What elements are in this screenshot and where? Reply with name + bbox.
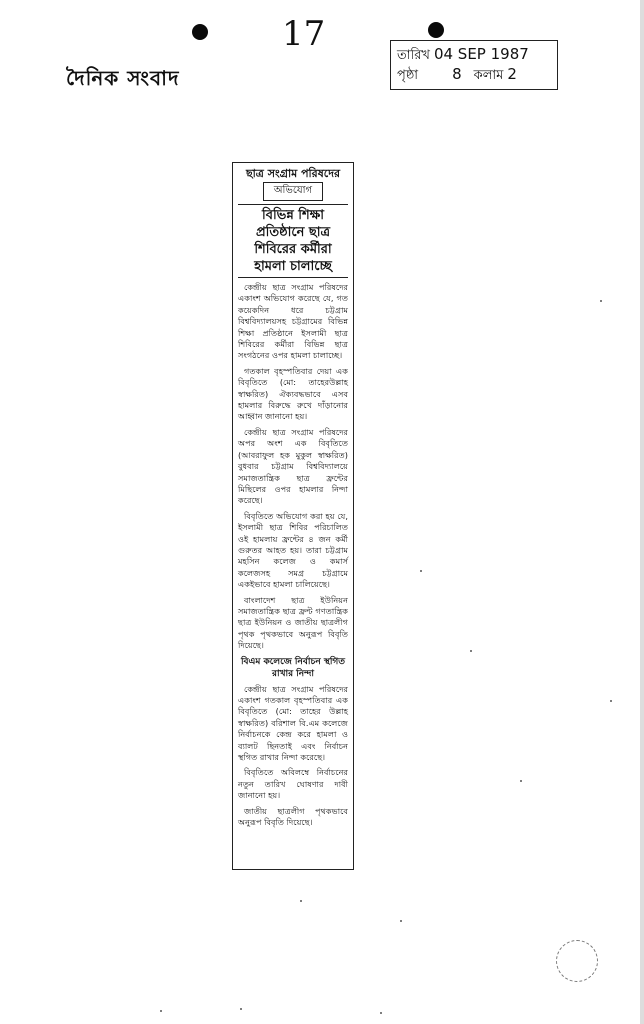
- article-paragraph: বিবৃতিতে অবিলম্বে নির্বাচনের নতুন তারিখ ঘোষণার দাবী জানানো হয়।: [238, 767, 348, 801]
- scan-speckle: [400, 920, 402, 922]
- article-paragraph: কেন্দ্রীয় ছাত্র সংগ্রাম পরিষদের অপর অংশ এক বিবৃতিতে (আবরাফুল হক মুকুল স্বাক্ষরিত) বুধবার চট্টগ্রাম বিশ্ববিদ্যালয়ে সমাজতান্ত্রিক ছাত্র ফ্রন্টের মিছিলের ওপর হামলার নিন্দা করেছে।: [238, 426, 348, 506]
- clipping-tag: অভিযোগ: [263, 182, 323, 201]
- handwritten-mark: [556, 940, 598, 982]
- page-edge: [640, 0, 644, 1024]
- stamp-page-label: পৃষ্ঠা: [397, 68, 419, 83]
- article-paragraph: বিবৃতিতে অভিযোগ করা হয় যে, ইসলামী ছাত্র শিবির পরিচালিত ওই হামলায় ফ্রন্টের ৪ জন কর্মী গুরুতর আহত হয়। তারা চট্টগ্রাম মহসিন কলেজ ও কমার্স কলেজসহ সমগ্র চট্টগ্রামে একইভাবে হামলা চালিয়েছে।: [238, 510, 348, 590]
- scan-speckle: [470, 650, 472, 652]
- clipping-kicker: ছাত্র সংগ্রাম পরিষদের: [245, 167, 341, 180]
- article-paragraph: কেন্দ্রীয় ছাত্র সংগ্রাম পরিষদের একাংশ অভিযোগ করেছে যে, গত কয়েকদিন ধরে চট্টগ্রাম বিশ্ববিদ্যালয়সহ চট্টগ্রামের বিভিন্ন শিক্ষা প্রতিষ্ঠানে ইসলামী ছাত্র শিবিরের কর্মীরা বিভিন্ন ছাত্র সংগঠনের ওপর হামলা চালাচ্ছে।: [238, 282, 348, 361]
- article-paragraph: জাতীয় ছাত্রলীগ পৃথকভাবে অনুরূপ বিবৃতি দিয়েছে।: [238, 805, 348, 828]
- scan-speckle: [300, 900, 302, 902]
- article-paragraph: কেন্দ্রীয় ছাত্র সংগ্রাম পরিষদের একাংশ গতকাল বৃহস্পতিবার এক বিবৃতিতে (মো: তাহের উল্লাহ স্বাক্ষরিত) বরিশাল বি.এম কলেজে নির্বাচনকে কেন্দ্র করে হামলা ও ব্যালট ছিনতাই এবং নির্বাচন স্থগিত রাখার নিন্দা করেছে।: [238, 683, 348, 763]
- stamp-column-value: 2: [507, 65, 517, 83]
- stamp-date-value: 04 SEP 1987: [433, 45, 529, 63]
- article-paragraph: গতকাল বৃহস্পতিবার দেয়া এক বিবৃতিতে (মো: তাহেরউল্লাহ স্বাক্ষরিত) ঐক্যবদ্ধভাবে এসব হামলার বিরুদ্ধে রুখে দাঁড়ানোর আহ্বান জানানো হয়।: [238, 365, 348, 422]
- clipping-subhead: বিএম কলেজে নির্বাচন স্থগিত রাখার নিন্দা: [240, 656, 346, 679]
- stamp-page-value: 8: [452, 65, 462, 83]
- scan-speckle: [240, 1008, 242, 1010]
- article-paragraph: বাংলাদেশ ছাত্র ইউনিয়ন সমাজতান্ত্রিক ছাত্র ফ্রন্ট গণতান্ত্রিক ছাত্র ইউনিয়ন ও জাতীয় ছাত্রলীগ পৃথক পৃথকভাবে অনুরূপ বিবৃতি দিয়েছে।: [238, 594, 348, 651]
- scan-speckle: [380, 1012, 382, 1014]
- stamp-date-label: তারিখ: [397, 48, 430, 63]
- scan-speckle: [610, 700, 612, 702]
- clipping-headline: বিভিন্ন শিক্ষা প্রতিষ্ঠানে ছাত্র শিবিরের কর্মীরা হামলা চালাচ্ছে: [238, 204, 348, 278]
- stamp-page-row: [397, 65, 551, 85]
- punch-hole-right: [428, 22, 444, 38]
- newspaper-clipping: [232, 162, 354, 870]
- page-number: 17: [282, 14, 326, 54]
- punch-hole-left: [192, 24, 208, 40]
- scan-speckle: [520, 780, 522, 782]
- scan-speckle: [420, 570, 422, 572]
- scan-speckle: [600, 300, 602, 302]
- scan-speckle: [160, 1010, 162, 1012]
- date-stamp: [390, 40, 558, 90]
- newspaper-source-title: দৈনিক সংবাদ: [66, 66, 180, 90]
- stamp-date-row: [397, 45, 551, 65]
- stamp-column-label: কলাম: [473, 68, 504, 83]
